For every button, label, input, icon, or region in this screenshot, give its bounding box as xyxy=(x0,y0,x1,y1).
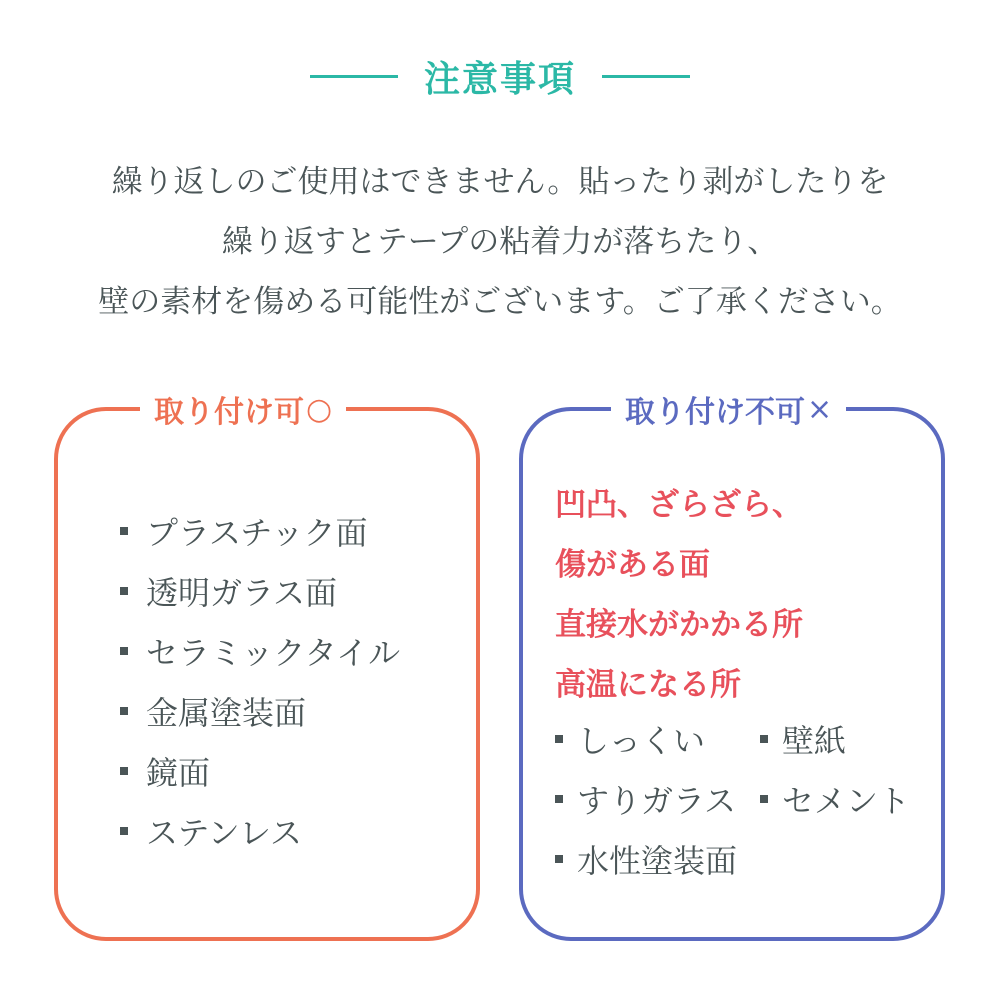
list-item-text: 金属塗装面 xyxy=(146,694,307,732)
warning-line: 凹凸、ざらざら、 xyxy=(555,487,803,523)
list-item xyxy=(555,716,760,762)
notice-line-2: 繰り返すとテープの粘着力が落ちたり、 xyxy=(221,224,779,260)
list-row xyxy=(555,709,935,769)
mountable-list xyxy=(120,501,400,861)
cross-mark-icon: × xyxy=(807,391,833,427)
list-item-text: セメント xyxy=(782,782,911,820)
title-left-rule xyxy=(310,75,398,78)
list-item xyxy=(555,836,760,882)
warning-line: 直接水がかかる所 xyxy=(555,607,803,643)
list-row xyxy=(555,769,935,829)
bullet-icon xyxy=(120,767,128,775)
notice-line-1: 繰り返しのご使用はできません。貼ったり剥がしたりを xyxy=(111,164,889,200)
list-item-text: 壁紙 xyxy=(782,722,847,760)
list-item-text: 水性塗装面 xyxy=(577,842,738,880)
list-row xyxy=(555,829,935,889)
list-item-text: 鏡面 xyxy=(146,754,211,792)
circle-mark-icon: ○ xyxy=(306,391,333,427)
list-item xyxy=(760,776,910,822)
list-item-text: 透明ガラス面 xyxy=(146,574,338,612)
mountable-label-text: 取り付け可 xyxy=(154,395,304,430)
section-header xyxy=(0,50,1000,102)
list-item xyxy=(120,741,400,801)
bullet-icon xyxy=(120,587,128,595)
title-right-rule xyxy=(602,75,690,78)
list-item xyxy=(555,776,760,822)
bullet-icon xyxy=(555,795,563,803)
mountable-label xyxy=(140,387,346,431)
list-item-text: ステンレス xyxy=(146,814,303,852)
bullet-icon xyxy=(120,647,128,655)
warning-line: 高温になる所 xyxy=(555,667,741,703)
warning-list xyxy=(555,475,803,715)
list-item xyxy=(120,501,400,561)
warning-line: 傷がある面 xyxy=(555,547,710,583)
not-mountable-label xyxy=(611,387,846,431)
bullet-icon xyxy=(120,527,128,535)
list-item xyxy=(120,801,400,861)
list-item-text: すりガラス xyxy=(577,782,737,820)
bullet-icon xyxy=(760,795,768,803)
list-item xyxy=(120,561,400,621)
not-mountable-box xyxy=(519,391,945,941)
notice-text xyxy=(0,152,1000,332)
list-item-text: プラスチック面 xyxy=(146,514,368,552)
not-mountable-list xyxy=(555,709,935,889)
list-item-text: しっくい xyxy=(577,722,706,760)
bullet-icon xyxy=(555,735,563,743)
bullet-icon xyxy=(555,855,563,863)
mountable-box xyxy=(54,391,480,941)
list-item xyxy=(120,681,400,741)
list-item xyxy=(760,716,846,762)
page-title: 注意事項 xyxy=(423,58,576,100)
list-item-text: セラミックタイル xyxy=(146,634,401,672)
bullet-icon xyxy=(120,707,128,715)
bullet-icon xyxy=(760,735,768,743)
bullet-icon xyxy=(120,827,128,835)
not-mountable-label-text: 取り付け不可 xyxy=(625,395,805,430)
list-item xyxy=(120,621,400,681)
notice-line-3: 壁の素材を傷める可能性がございます。ご了承ください。 xyxy=(98,284,902,320)
